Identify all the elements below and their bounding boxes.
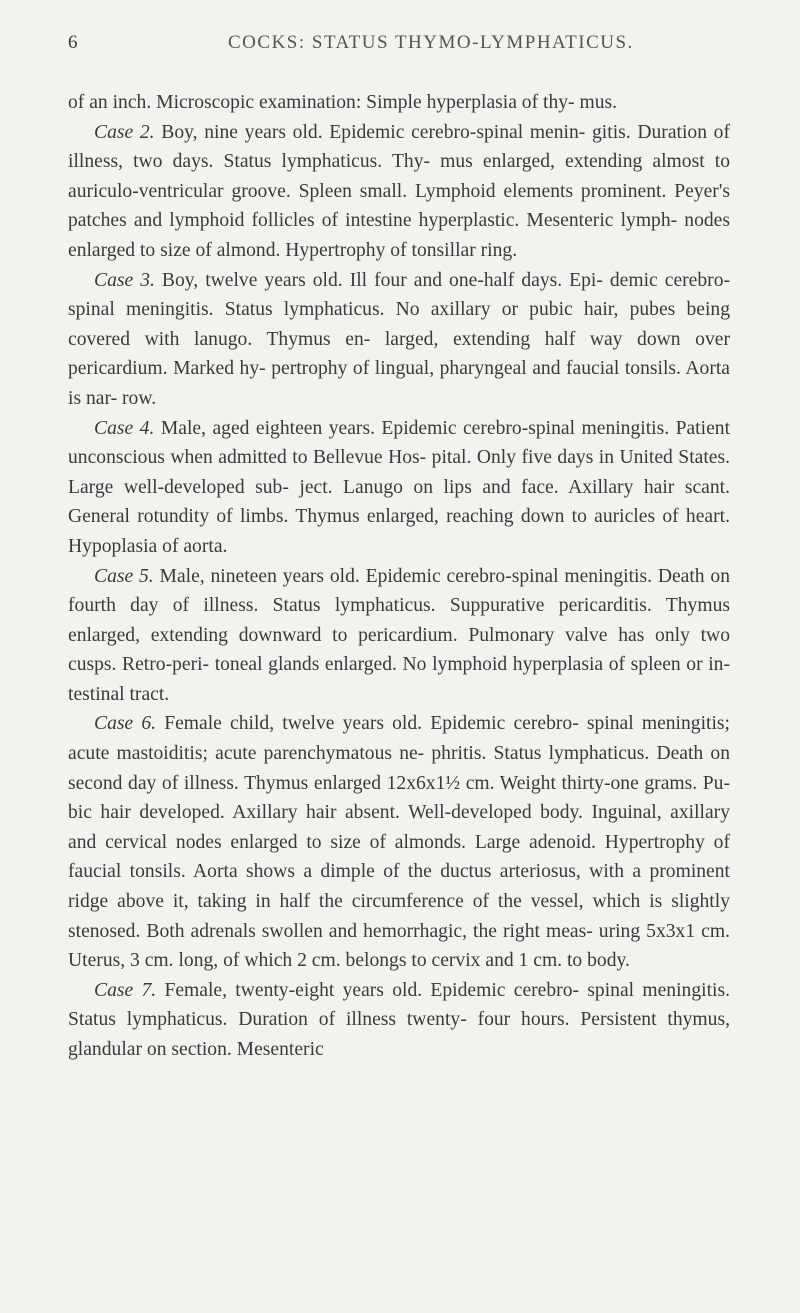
page-number: 6 [68,32,78,53]
case-text: Boy, nine years old. Epidemic cerebro-spinal menin- gitis. Duration of illness, two days. Status lymphaticus. Thy- mus enlarged, extending almost to auriculo-ventricular groove. Spleen small. Lymphoid elements prominent. Peyer's patches and lymphoid follicles of intestine hyperplastic. Mesenteric lymph- nodes enlarged to size of almond. Hypertrophy of tonsillar ring. [68,121,731,261]
case-text: Female, twenty-eight years old. Epidemic cerebro- spinal meningitis. Status lymphaticus. Duration of illness twenty- four hours. Persistent thymus, glandular on section. Mesenteric [68,979,730,1060]
case-paragraph [68,414,730,562]
case-paragraph [68,562,730,710]
case-paragraph [68,709,730,975]
case-label: Case 3. [94,269,155,291]
body-text [68,88,730,1065]
case-text: Female child, twelve years old. Epidemic cerebro- spinal meningitis; acute mastoiditis; acute parenchymatous ne- phritis. Status lymphaticus. Death on second day of illness. Thymus enlarged 12x6x1½ cm. Weight thirty-one grams. Pu- bic hair developed. Axillary hair absent. Well-developed body. Inguinal, axillary and cervical nodes enlarged to size of almonds. Large adenoid. Hypertrophy of faucial tonsils. Aorta shows a dimple of the ductus arteriosus, with a prominent ridge above it, taking in half the circumference of the vessel, which is slightly stenosed. Both adrenals swollen and hemorrhagic, the right meas- uring 5x3x1 cm. Uterus, 3 cm. long, of which 2 cm. belongs to cervix and 1 cm. to body. [68,713,730,972]
case-label: Case 2. [94,121,155,143]
case-label: Case 5. [94,565,154,587]
page-header [68,32,720,62]
case-label: Case 4. [94,417,155,439]
intro-paragraph: of an inch. Microscopic examination: Simple hyperplasia of thy- mus. [68,92,618,113]
running-head: COCKS: STATUS THYMO-LYMPHATICUS. [228,32,634,53]
case-text: Boy, twelve years old. Ill four and one-half days. Epi- demic cerebro-spinal meningitis. Status lymphaticus. No axillary or pubic hair, pubes being covered with lanugo. Thymus en- larged, extending half way down over pericardium. Marked hy- pertrophy of lingual, pharyngeal and faucial tonsils. Aorta is nar- row. [68,269,731,409]
case-label: Case 6. [94,713,157,735]
case-label: Case 7. [94,979,157,1001]
case-text: Male, aged eighteen years. Epidemic cerebro-spinal meningitis. Patient unconscious when admitted to Bellevue Hos- pital. Only five days in United States. Large well-developed sub- ject. Lanugo on lips and face. Axillary hair scant. General rotundity of limbs. Thymus enlarged, reaching down to auricles of heart. Hypoplasia of aorta. [68,417,731,557]
case-text: Male, nineteen years old. Epidemic cerebro-spinal meningitis. Death on fourth day of illness. Status lymphaticus. Suppurative pericarditis. Thymus enlarged, extending downward to pericardium. Pulmonary valve has only two cusps. Retro-peri- toneal glands enlarged. No lymphoid hyperplasia of spleen or in- testinal tract. [68,565,731,705]
case-paragraph [68,118,730,266]
case-paragraph [68,266,730,414]
case-paragraph [68,976,730,1065]
